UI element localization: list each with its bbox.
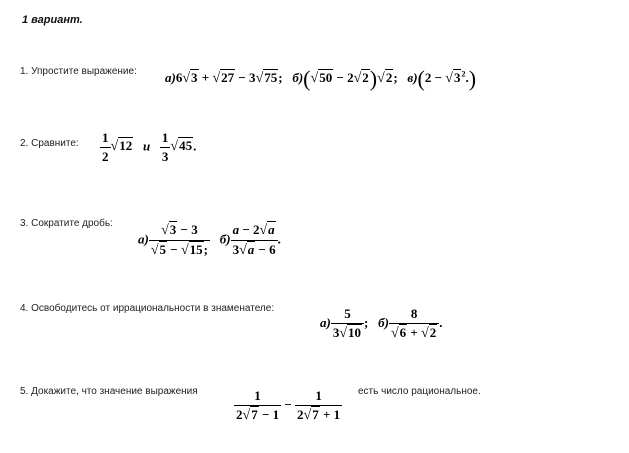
problem-5-suffix: есть число рациональное. [358, 386, 481, 397]
variant-title: 1 вариант. [22, 14, 83, 26]
problem-3-label: 3. Сократите дробь: [20, 218, 113, 229]
part-a-label: а) [320, 314, 331, 330]
part-a-label: а) [165, 69, 176, 85]
radical: √3 [182, 69, 198, 86]
part-b-label: б) [219, 231, 231, 247]
part-a-label: а) [138, 231, 149, 247]
problem-5-label: 5. Докажите, что значение выражения [20, 386, 198, 397]
part-b-label: б) [292, 69, 304, 85]
part-b-label: б) [378, 314, 389, 330]
problem-5-expression: $\frac{1}{2√7 - 1}$ − $\frac{1}{2√7 + 1}$ [236, 388, 341, 423]
problem-1-label: 1. Упростите выражение: [20, 66, 137, 77]
problem-4-expression: а) $\frac{5}{3√10}$ ; б) $\frac{8}{√6 + √2}$ . [320, 306, 443, 341]
conj-and: и [142, 138, 151, 154]
problem-4-label: 4. Освободитесь от иррациональности в знаменателе: [20, 303, 275, 314]
problem-3-expression: а) $\frac{√3 - 3}{√5 - √15;}$ б) $\frac{a - 2√a}{3√a - 6}$ . [138, 222, 281, 258]
problem-2-expression: $\frac{1}{2}$ √12 и $\frac{1}{3}$ √45. [102, 130, 197, 164]
problem-1-expression: а)6√3 + √27 − 3√75; б)(√50 − 2√2)√2; $в)(2 - √3^2.)$ [165, 66, 477, 91]
problem-2-label: 2. Сравните: [20, 138, 79, 149]
part-c-label: в) [407, 69, 418, 85]
